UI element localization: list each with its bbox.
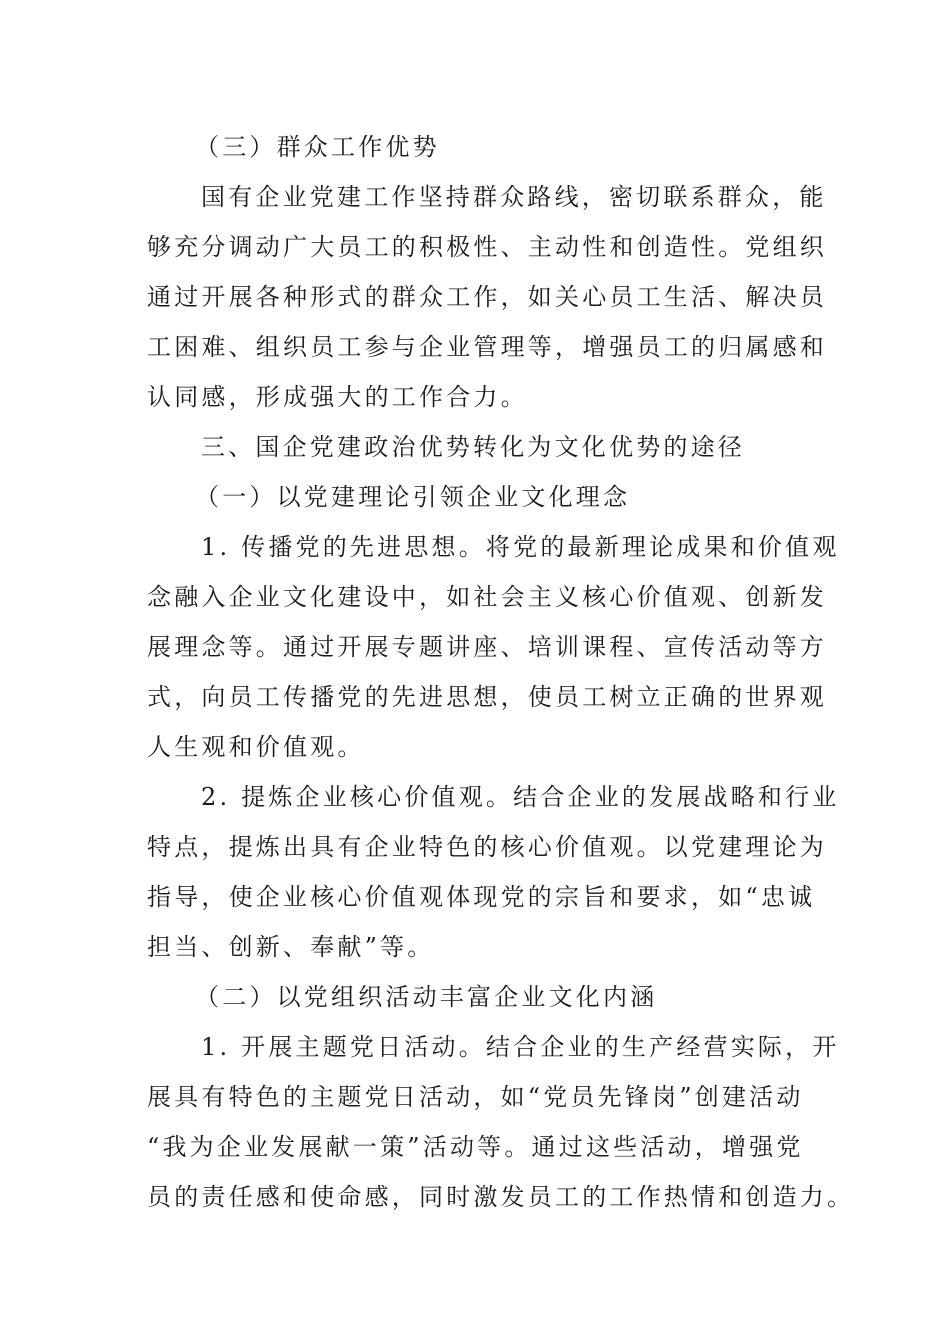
section-three-title: （三）群众工作优势 [195,133,440,161]
paragraph-line: 指导，使企业核心价值观体现党的宗旨和要求，如“忠诚 [147,883,816,911]
paragraph-line: 认同感，形成强大的工作合力。 [147,383,528,411]
paragraph-item-1-2 [147,772,840,972]
paragraph-line: 工困难、组织员工参与企业管理等，增强员工的归属感和 [147,333,827,361]
paragraph-line: 员的责任感和使命感，同时激发员工的工作热情和创造力。 [147,1183,855,1211]
paragraph-line: 通过开展各种形式的群众工作，如关心员工生活、解决员 [147,283,827,311]
paragraph-line: “我为企业发展献一策”活动等。通过这些活动，增强党 [147,1133,804,1161]
paragraph-line: 1. 开展主题党日活动。结合企业的生产经营实际，开 [201,1033,840,1061]
paragraph-line: 念融入企业文化建设中，如社会主义核心价值观、创新发 [147,583,827,611]
paragraph-line: 1. 传播党的先进思想。将党的最新理论成果和价值观 [201,533,840,561]
paragraph-item-2-1 [147,1022,855,1222]
chapter-three-title: 三、国企党建政治优势转化为文化优势的途径 [201,433,745,461]
paragraph-line: 国有企业党建工作坚持群众路线，密切联系群众，能 [201,183,827,211]
paragraph-mass-work [147,172,827,422]
paragraph-line: 式，向员工传播党的先进思想，使员工树立正确的世界观 [147,683,827,711]
sub-two-title: （二）以党组织活动丰富企业文化内涵 [195,983,658,1011]
sub-one-title: （一）以党建理论引领企业文化理念 [195,483,631,511]
document-body [147,122,855,1222]
paragraph-line: 人生观和价值观。 [147,733,365,761]
paragraph-line: 展具有特色的主题党日活动，如“党员先锋岗”创建活动 [147,1083,804,1111]
paragraph-line: 够充分调动广大员工的积极性、主动性和创造性。党组织 [147,233,827,261]
paragraph-line: 2. 提炼企业核心价值观。结合企业的发展战略和行业 [201,783,840,811]
paragraph-line: 展理念等。通过开展专题讲座、培训课程、宣传活动等方 [147,633,827,661]
paragraph-item-1-1 [147,522,840,772]
paragraph-line: 特点，提炼出具有企业特色的核心价值观。以党建理论为 [147,833,827,861]
paragraph-line: 担当、创新、奉献”等。 [147,933,435,961]
